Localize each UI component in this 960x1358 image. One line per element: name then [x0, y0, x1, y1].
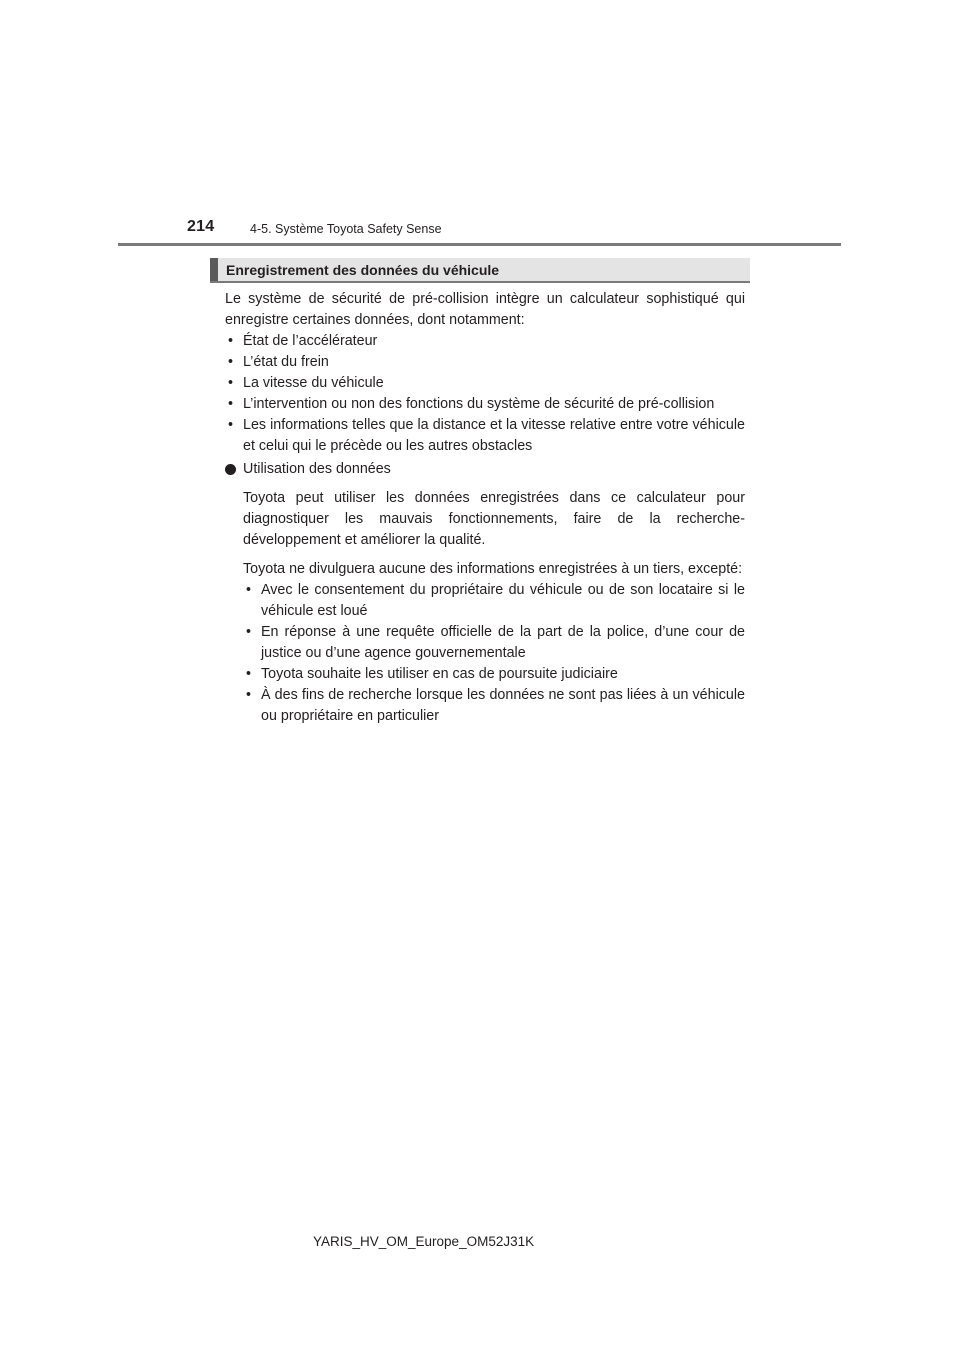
- list-item: • État de l’accélérateur: [225, 331, 745, 352]
- filled-circle-icon: [225, 464, 236, 475]
- header-divider: [118, 243, 841, 246]
- main-content: [225, 289, 745, 727]
- list-item: • Toyota souhaite les utiliser en cas de poursuite judiciaire: [243, 664, 745, 685]
- list-item: • L’intervention ou non des fonctions du système de sécurité de pré-collision: [225, 394, 745, 415]
- section-header: 4-5. Système Toyota Safety Sense: [250, 222, 442, 236]
- list-item: • À des fins de recherche lorsque les données ne sont pas liées à un véhicule ou propriétaire en particulier: [246, 687, 745, 724]
- bullet-icon: •: [246, 687, 252, 703]
- list-item: • Les informations telles que la distance et la vitesse relative entre votre véhicule et celui qui le précède ou les autres obstacles: [228, 417, 745, 454]
- disclosure-paragraph: Toyota ne divulguera aucune des informations enregistrées à un tiers, excepté:: [243, 561, 743, 577]
- bullet-icon: •: [228, 333, 234, 349]
- intro-paragraph: Le système de sécurité de pré-collision intègre un calculateur sophistiqué qui enregistre certaines données, dont notamment:: [225, 291, 745, 328]
- sub-heading: [210, 258, 750, 283]
- bullet-icon: •: [246, 582, 252, 598]
- recorded-data-list: [225, 331, 745, 457]
- bullet-icon: •: [228, 417, 234, 433]
- list-item: • L’état du frein: [225, 352, 745, 373]
- bullet-icon: •: [246, 624, 252, 640]
- bullet-icon: •: [228, 354, 234, 370]
- page-number: 214: [187, 218, 215, 235]
- footer-document-code: YARIS_HV_OM_Europe_OM52J31K: [313, 1234, 535, 1249]
- usage-heading: [225, 459, 745, 480]
- usage-section: [243, 488, 745, 727]
- usage-title: Utilisation des données: [243, 461, 391, 477]
- bullet-icon: •: [228, 375, 234, 391]
- sub-heading-title: Enregistrement des données du véhicule: [226, 262, 500, 278]
- bullet-icon: •: [246, 666, 252, 682]
- bullet-icon: •: [228, 396, 234, 412]
- list-item: • La vitesse du véhicule: [225, 373, 745, 394]
- list-item: • Avec le consentement du propriétaire du véhicule ou de son locataire si le véhicule est loué: [246, 582, 745, 619]
- usage-paragraph: Toyota peut utiliser les données enregistrées dans ce calculateur pour diagnostiquer les mauvais fonctionnements, faire de la recherche-développement et améliorer la qualité.: [243, 490, 745, 548]
- sub-heading-marker: [210, 258, 218, 281]
- list-item: • En réponse à une requête officielle de la part de la police, d’une cour de justice ou d’une agence gouvernementale: [246, 624, 745, 661]
- exceptions-list: [243, 580, 745, 727]
